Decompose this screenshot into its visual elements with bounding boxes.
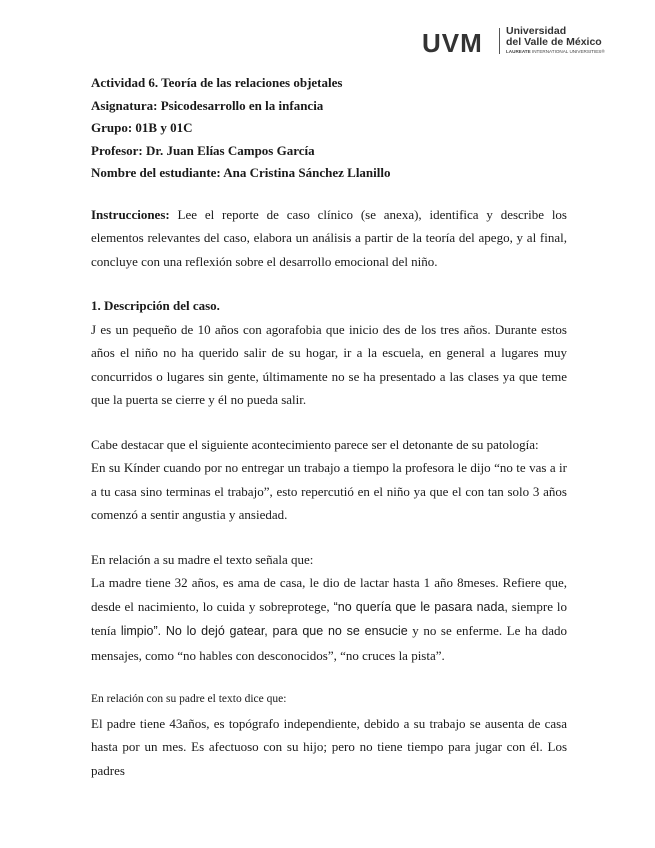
logo-divider [499, 28, 500, 54]
mother-quote-2: limpio”. No lo dejó gatear, para que no se ensucie [120, 624, 408, 638]
trigger-paragraph: En su Kínder cuando por no entregar un trabajo a tiempo la profesora le dijo “no te vas a ir a tu casa sino terminas el trabajo”, esto repercutió en el niño ya que el con tan solo 3 años comenzó a sentir angustia y ansiedad. [91, 460, 567, 522]
mother-intro: En relación a su madre el texto señala que: [91, 551, 314, 567]
logo-tag-bold: LAUREATE [506, 49, 531, 54]
father-intro: En relación con su padre el texto dice que: [91, 693, 287, 705]
trigger-intro: Cabe destacar que el siguiente acontecimiento parece ser el detonante de su patología: [91, 436, 539, 452]
case-paragraph-1: J es un pequeño de 10 años con agorafobia que inicio des de los tres años. Durante estos años el niño no ha querido salir de su hogar, ir a la escuela, en general a lugares muy concurridos o lugares sin gente, últimamente no se ha presentado a las clases ya que teme que la puerta se cierre y él no pueda salir. [91, 321, 567, 407]
logo-tag-rest: INTERNATIONAL UNIVERSITIES® [530, 49, 605, 54]
spacer [91, 185, 567, 203]
uvm-logo [422, 22, 622, 62]
instructions-text: Lee el reporte de caso clínico (se anexa), identifica y describe los elementos relevantes del caso, elabora un análisis a partir de la teoría del apego, y al final, concluye con una reflexión sobre el desarrollo emocional del niño. [91, 206, 567, 269]
mother-text-b: siempre lo tenía [91, 598, 567, 638]
mother-paragraph [91, 571, 567, 667]
professor-line: Profesor: Dr. Juan Elías Campos García [91, 142, 315, 158]
logo-name-line1: Universidad [506, 25, 567, 37]
group-line: Grupo: 01B y 01C [91, 120, 193, 135]
student-line: Nombre del estudiante: Ana Cristina Sánchez Llanillo [91, 165, 391, 180]
spacer [91, 273, 567, 294]
spacer [91, 667, 567, 688]
instructions-label: Instrucciones: [91, 206, 170, 222]
mother-text-c: y no se enferme. Le ha dado mensajes, como “no hables con desconocidos”, “no cruces la pista”. [91, 623, 568, 663]
document-body [91, 72, 567, 782]
subject-line: Asignatura: Psicodesarrollo en la infancia [91, 97, 324, 113]
logo-mark: UVM [422, 28, 483, 58]
father-paragraph: El padre tiene 43años, es topógrafo independiente, debido a su trabajo se ausenta de casa hasta por un mes. Es afectuoso con su hijo; pero no tiene tiempo para jugar con él. Los padres [91, 715, 567, 778]
logo-university-name [506, 26, 602, 48]
spacer [91, 527, 567, 548]
mother-text-a: La madre tiene 32 años, es ama de casa, le dio de lactar hasta 1 año 8meses. Refiere que, desde el nacimiento, lo cuida y sobreprotege, [91, 575, 567, 614]
spacer [91, 412, 567, 433]
activity-title: Actividad 6. Teoría de las relaciones objetales [91, 75, 343, 90]
section-title: 1. Descripción del caso. [91, 298, 220, 313]
instructions-paragraph [91, 203, 567, 274]
logo-name-line2: del Valle de México [506, 36, 602, 48]
logo-tagline [506, 49, 605, 54]
mother-quote-1: “no quería que le pasara nada, [333, 599, 508, 614]
